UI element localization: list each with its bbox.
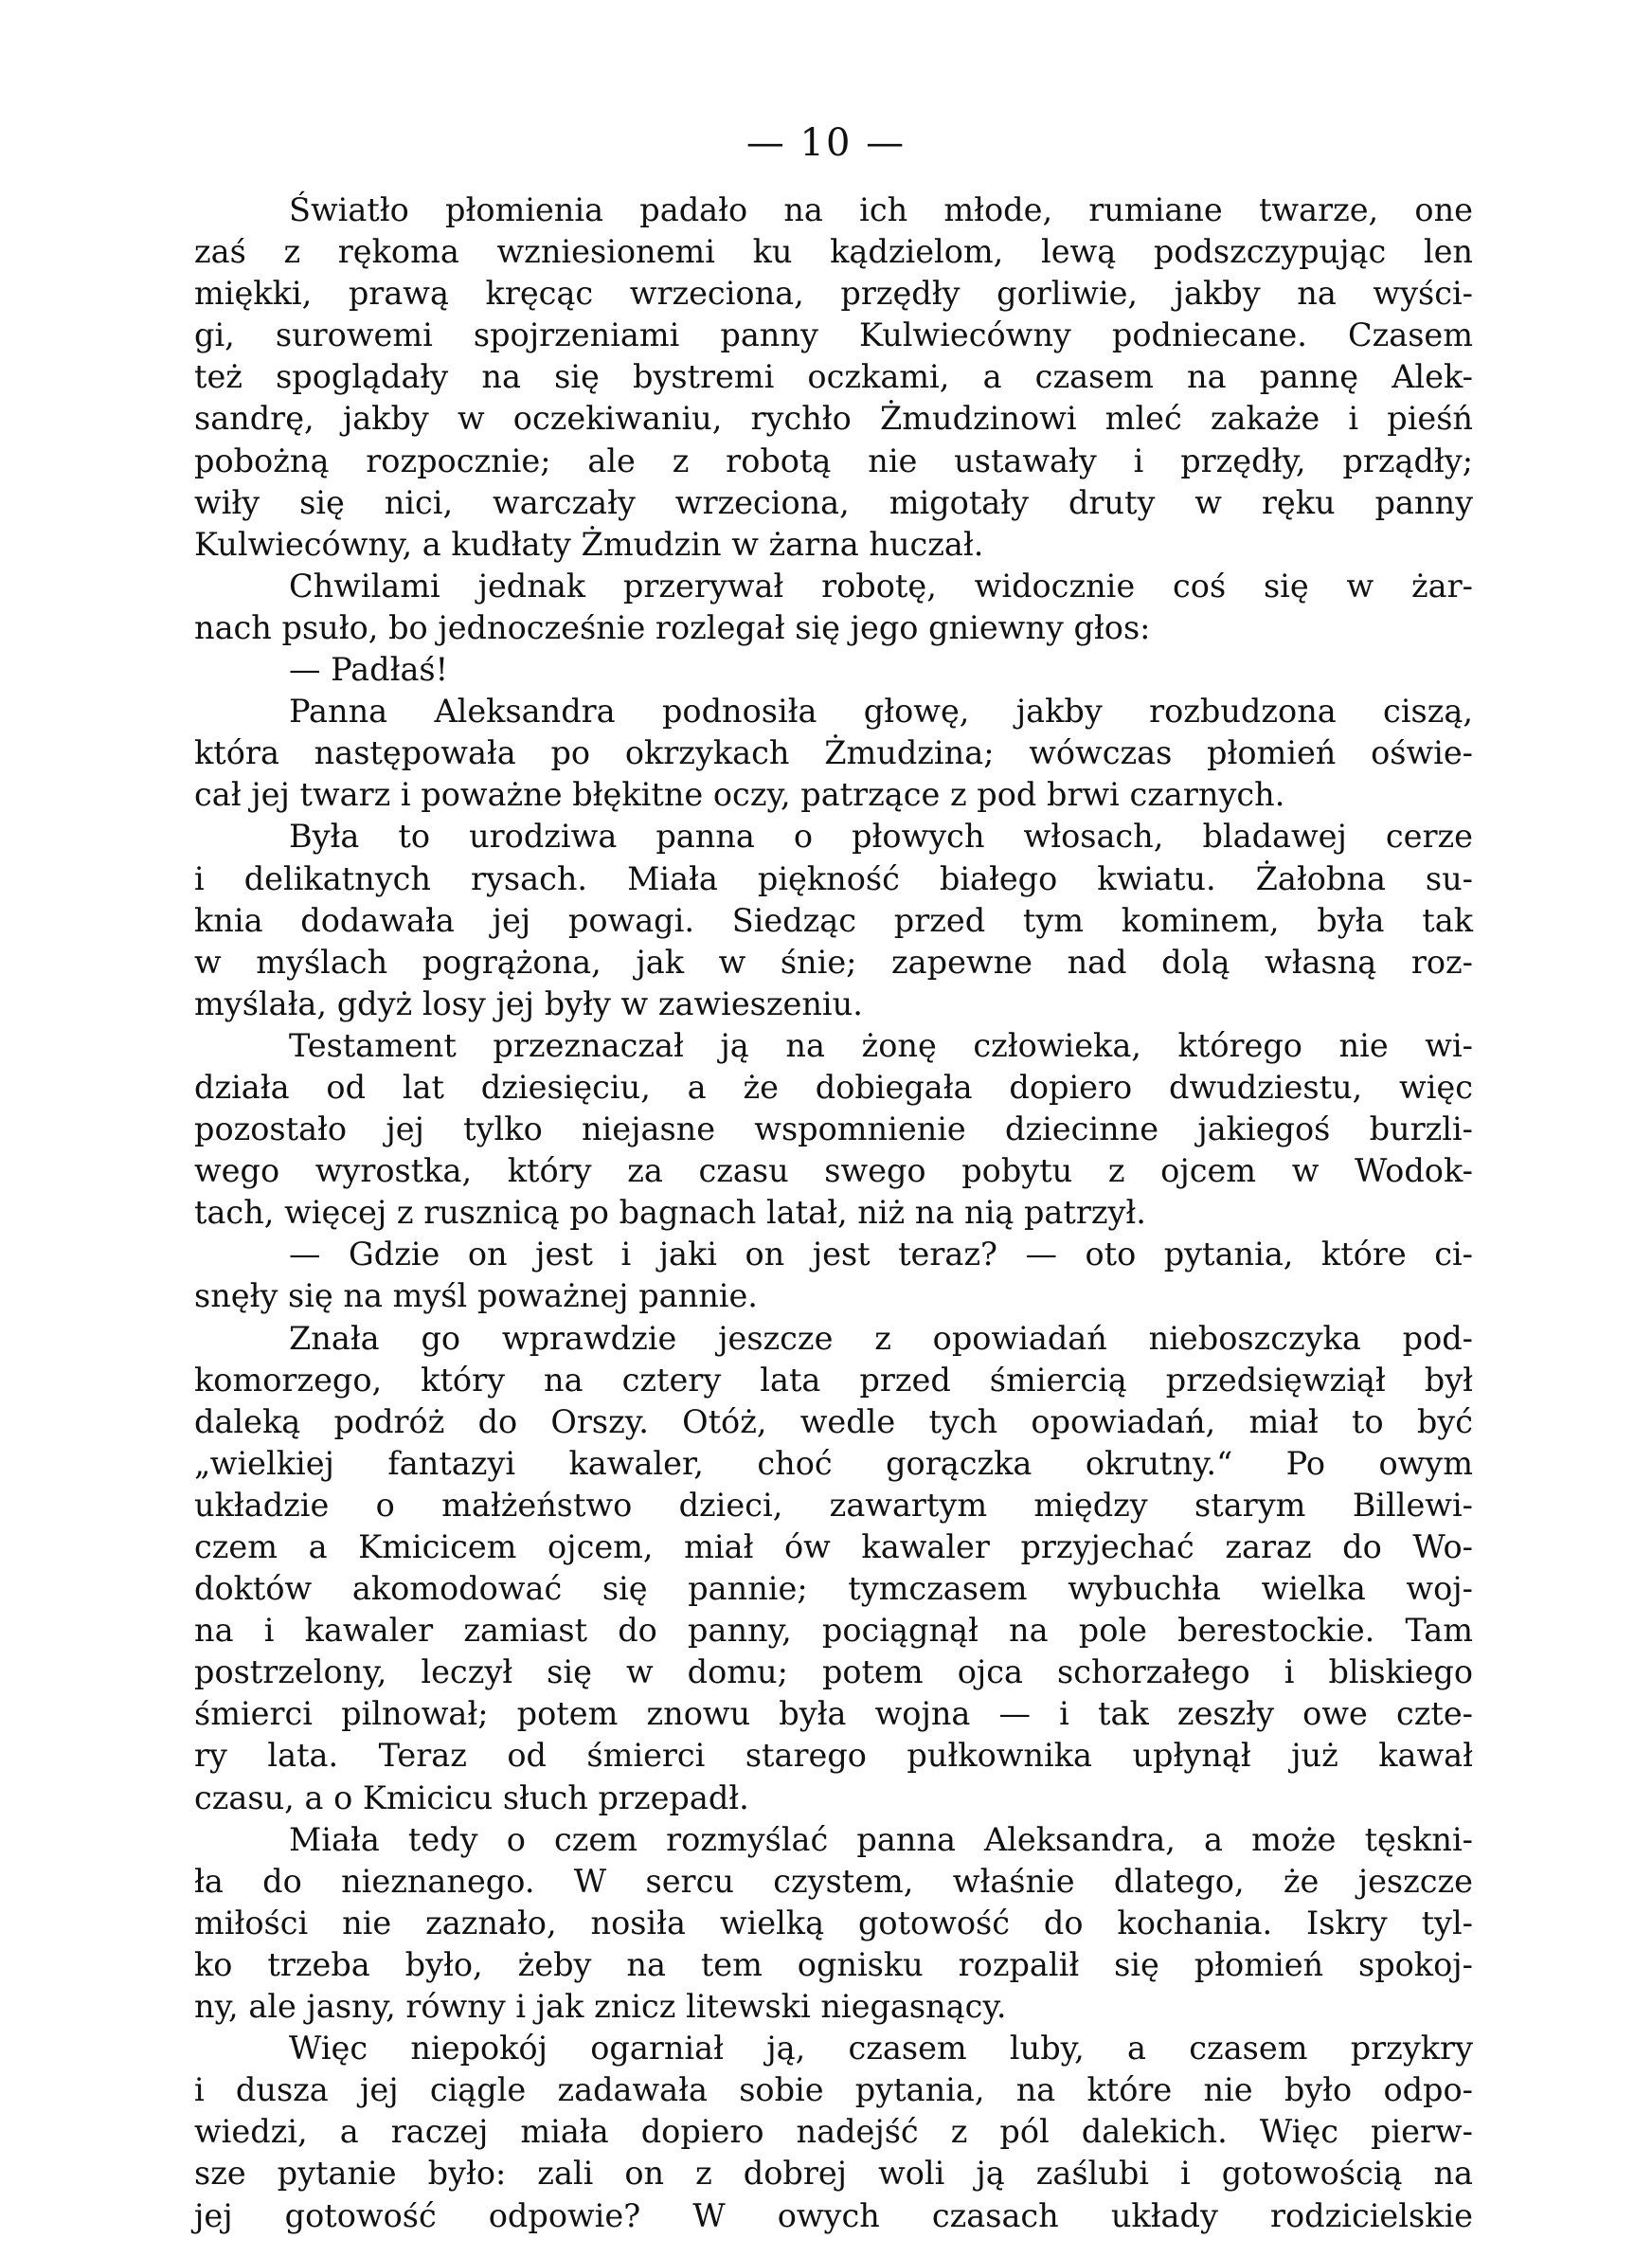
text-line: Chwilami jednak przerywał robotę, widocznie coś się w żar- — [289, 567, 1473, 605]
text-line: gi, surowemi spojrzeniami panny Kulwiecówny podniecane. Czasem — [194, 316, 1473, 354]
text-line: Panna Aleksandra podnosiła głowę, jakby rozbudzona ciszą, — [289, 693, 1473, 731]
text-line: — Gdzie on jest i jaki on jest teraz? — oto pytania, które ci- — [289, 1236, 1473, 1273]
text-line: sandrę, jakby w oczekiwaniu, rychło Żmudzinowi mleć zakaże i pieśń — [194, 400, 1473, 438]
text-line: ny, ale jasny, równy i jak znicz litewski niegasnący. — [194, 1988, 1007, 2026]
text-line: miłości nie zaznało, nosiła wielką gotowość do kochania. Iskry tyl- — [194, 1904, 1473, 1941]
text-line: która następowała po okrzykach Żmudzina; wówczas płomień oświe- — [194, 734, 1473, 772]
text-line: wego wyrostka, który za czasu swego pobytu z ojcem w Wodok- — [194, 1152, 1473, 1190]
text-line: ła do nieznanego. W sercu czystem, właśnie dlatego, że jeszcze — [194, 1862, 1473, 1900]
text-line: wiły się nici, warczały wrzeciona, migotały druty w ręku panny — [194, 483, 1473, 521]
text-line: Światło płomienia padało na ich młode, rumiane twarze, one — [289, 191, 1473, 228]
text-line: pozostało jej tylko niejasne wspomnienie dziecinne jakiegoś burzli- — [194, 1110, 1473, 1148]
text-line: i delikatnych rysach. Miała piękność białego kwiatu. Żałobna su- — [194, 859, 1473, 897]
text-line: Znała go wprawdzie jeszcze z opowiadań nieboszczyka pod- — [289, 1319, 1473, 1357]
text-line: tach, więcej z rusznicą po bagnach latał, niż na nią patrzył. — [194, 1194, 1146, 1232]
text-line: wiedzi, a raczej miała dopiero nadejść z pól dalekich. Więc pierw- — [194, 2113, 1473, 2151]
text-line: zaś z rękoma wzniesionemi ku kądzielom, lewą podszczypując len — [194, 233, 1473, 271]
text-line: śmierci pilnował; potem znowu była wojna — i tak zeszły owe czte- — [194, 1695, 1473, 1733]
text-line: ry lata. Teraz od śmierci starego pułkownika upłynął już kawał — [194, 1737, 1473, 1775]
text-line: działa od lat dziesięciu, a że dobiegała dopiero dwudziestu, więc — [194, 1068, 1473, 1106]
text-line: sze pytanie było: zali on z dobrej woli ją zaślubi i gotowością na — [194, 2155, 1473, 2193]
text-line: daleką podróż do Orszy. Otóż, wedle tych opowiadań, miał to być — [194, 1402, 1473, 1440]
body-text — [194, 190, 1473, 2237]
text-line: w myślach pogrążona, jak w śnie; zapewne nad dolą własną roz- — [194, 943, 1473, 981]
text-line: Testament przeznaczał ją na żonę człowieka, którego nie wi- — [289, 1026, 1473, 1064]
text-line: knia dodawała jej powagi. Siedząc przed tym kominem, była tak — [194, 901, 1473, 939]
text-line: miękki, prawą kręcąc wrzeciona, przędły gorliwie, jakby na wyści- — [194, 275, 1473, 313]
page-number: — 10 — — [745, 121, 907, 165]
text-line: układzie o małżeństwo dzieci, zawartym między starym Billewi- — [194, 1486, 1473, 1524]
text-line: cał jej twarz i poważne błękitne oczy, patrzące z pod brwi czarnych. — [194, 776, 1285, 814]
text-line: Więc niepokój ogarniał ją, czasem luby, a czasem przykry — [289, 2030, 1473, 2067]
text-line: czasu, a o Kmicicu słuch przepadł. — [194, 1779, 749, 1816]
text-line: postrzelony, leczył się w domu; potem ojca schorzałego i bliskiego — [194, 1653, 1473, 1691]
text-line: snęły się na myśl poważnej pannie. — [194, 1277, 758, 1315]
text-line: czem a Kmicicem ojcem, miał ów kawaler przyjechać zaraz do Wo- — [194, 1528, 1473, 1565]
text-line: — Padłaś! — [289, 651, 449, 689]
text-line: też spoglądały na się bystremi oczkami, a czasem na pannę Alek- — [194, 358, 1473, 396]
text-line: nach psuło, bo jednocześnie rozlegał się jego gniewny głos: — [194, 608, 1151, 646]
text-line: „wielkiej fantazyi kawaler, choć gorączka okrutny.“ Po owym — [194, 1444, 1473, 1482]
text-line: na i kawaler zamiast do panny, pociągnął na pole berestockie. Tam — [194, 1612, 1473, 1650]
text-line: ko trzeba było, żeby na tem ognisku rozpalił się płomień spokoj- — [194, 1945, 1473, 1983]
text-line: i dusza jej ciągle zadawała sobie pytania, na które nie było odpo- — [194, 2071, 1473, 2109]
text-line: doktów akomodować się pannie; tymczasem wybuchła wielka woj- — [194, 1570, 1473, 1608]
text-line: Kulwiecówny, a kudłaty Żmudzin w żarna huczał. — [194, 525, 984, 563]
text-line: Była to urodziwa panna o płowych włosach, bladawej cerze — [289, 818, 1473, 856]
text-line: myślała, gdyż losy jej były w zawieszeniu. — [194, 984, 863, 1022]
text-line: Miała tedy o czem rozmyślać panna Aleksandra, a może tęskni- — [289, 1820, 1473, 1858]
text-line: pobożną rozpocznie; ale z robotą nie ustawały i przędły, prządły; — [194, 442, 1473, 479]
text-line: jej gotowość odpowie? W owych czasach układy rodzicielskie — [194, 2196, 1473, 2234]
text-line: komorzego, który na cztery lata przed śmiercią przedsięwziął był — [194, 1361, 1473, 1399]
